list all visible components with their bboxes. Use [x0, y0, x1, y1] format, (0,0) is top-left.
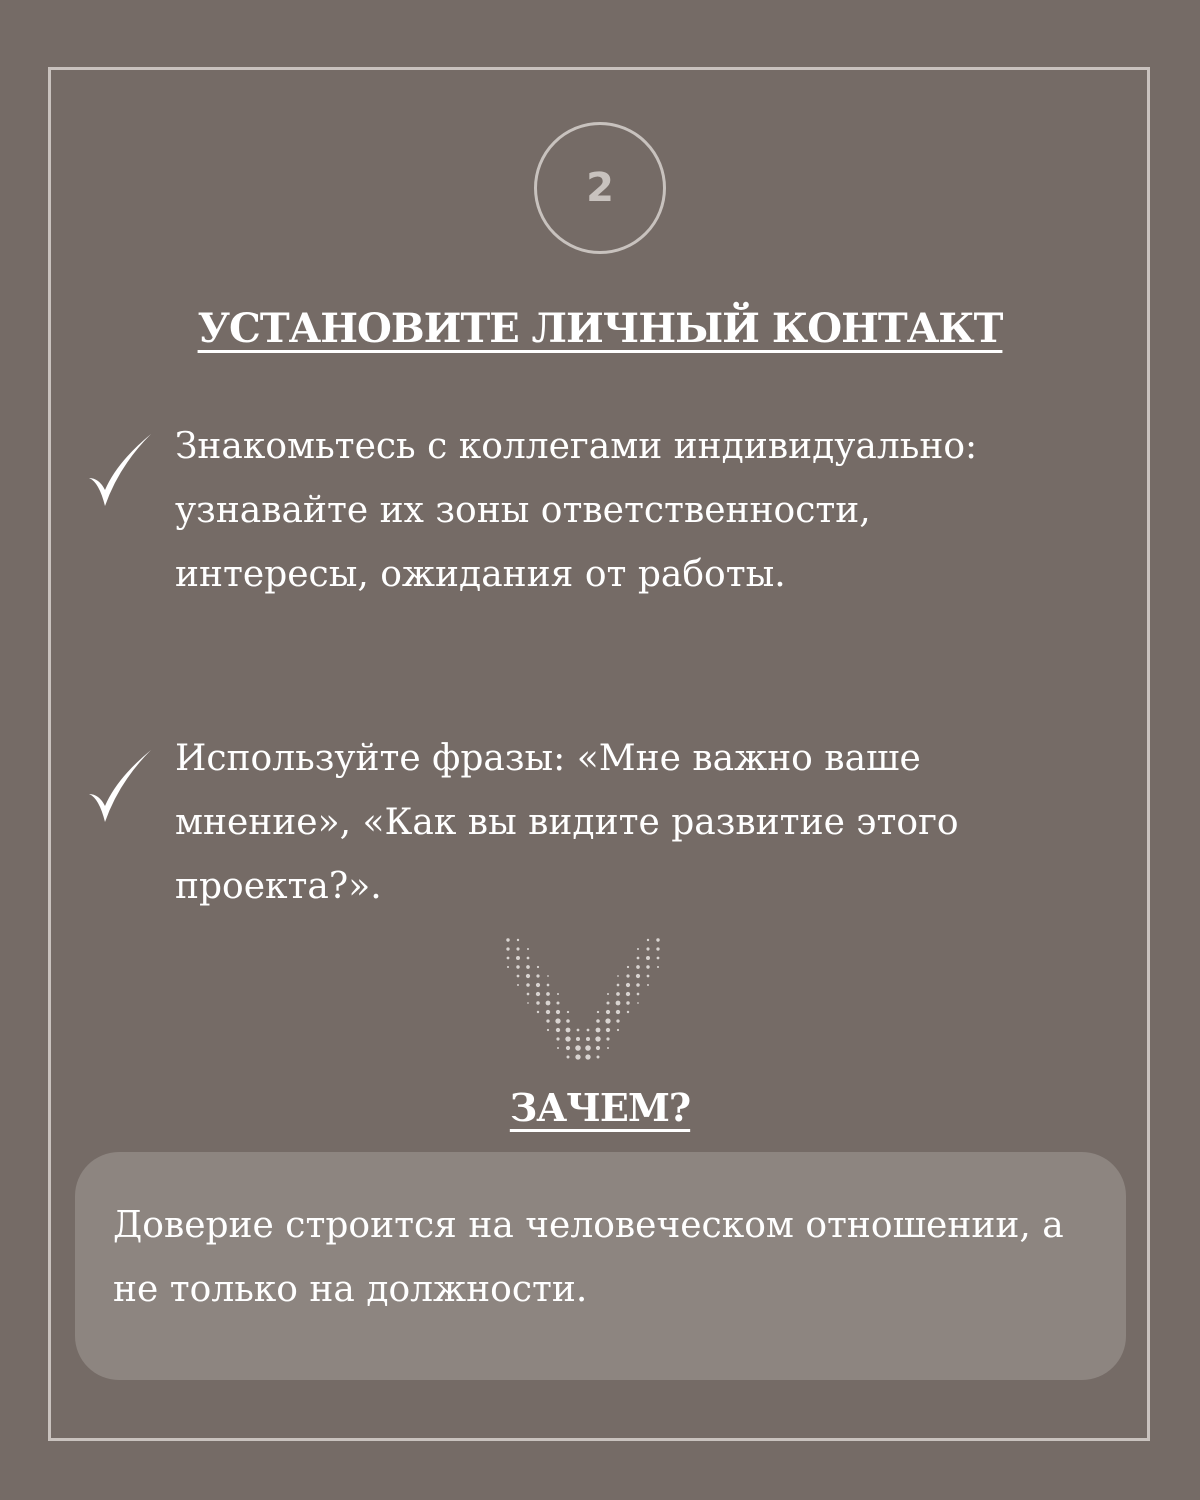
chevron-dot [647, 984, 649, 986]
list-item: Знакомьтесь с коллегами индивидуально: узнавайте их зоны ответственности, интересы, ожидания от работы. [175, 426, 978, 595]
chevron-dot [637, 993, 640, 996]
chevron-dot [547, 1029, 549, 1031]
chevron-dot [567, 1011, 569, 1013]
chevron-dot [596, 1046, 600, 1050]
chevron-dot [656, 947, 659, 950]
chevron-dot [637, 957, 640, 960]
chevron-dot [507, 957, 510, 960]
chevron-dot [526, 983, 530, 987]
chevron-dot [637, 1002, 639, 1004]
chevron-dot [656, 938, 659, 941]
chevron-dot [576, 1037, 580, 1041]
page-title: УСТАНОВИТЕ ЛИЧНЫЙ КОНТАКТ [197, 305, 1003, 352]
chevron-dot [575, 1054, 580, 1059]
chevron-dot [607, 1047, 609, 1049]
chevron-dot [536, 992, 540, 996]
chevron-dot [567, 1056, 570, 1059]
list-item: Используйте фразы: «Мне важно ваше мнение», «Как вы видите развитие этого проекта?». [175, 738, 959, 907]
chevron-dot [546, 1019, 549, 1022]
chevron-dot [607, 993, 609, 995]
step-number-badge [534, 122, 666, 254]
chevron-dot [646, 947, 649, 950]
chevron-dot [626, 974, 629, 977]
chevron-dot [556, 1028, 560, 1032]
chevron-dot [546, 1001, 551, 1006]
chevron-dot [616, 1010, 620, 1014]
chevron-dot [606, 1037, 609, 1040]
chevron-dot [587, 1029, 590, 1032]
chevron-dot [556, 1037, 559, 1040]
chevron-dot [566, 1046, 570, 1050]
chevron-dot [556, 1010, 560, 1014]
chevron-dot [546, 1010, 550, 1014]
chevron-dot [617, 975, 619, 977]
chevron-dot [636, 974, 640, 978]
chevron-dot [527, 957, 530, 960]
chevron-dot [537, 966, 539, 968]
chevron-dot [586, 1037, 590, 1041]
chevron-dot [605, 1018, 610, 1023]
chevron-dot [527, 948, 529, 950]
chevron-dot [585, 1045, 591, 1051]
chevron-dot [646, 956, 650, 960]
chevron-dot [506, 938, 509, 941]
dotted-chevron-down-icon [503, 935, 663, 1070]
chevron-dot [616, 992, 620, 996]
chevron-dot [636, 983, 640, 987]
checkmark-icon [85, 432, 153, 512]
chevron-dot [597, 1056, 600, 1059]
chevron-dot [585, 1054, 590, 1059]
chevron-dot [527, 993, 530, 996]
chevron-dot [517, 984, 519, 986]
chevron-dot [547, 975, 549, 977]
checkmark-icon [85, 748, 153, 828]
chevron-dot [647, 975, 650, 978]
chevron-dot [557, 993, 559, 995]
chevron-dot [637, 948, 639, 950]
chevron-dot [577, 1029, 580, 1032]
chevron-dot [595, 1036, 600, 1041]
chevron-dot [507, 966, 509, 968]
chevron-dot [506, 947, 509, 950]
chevron-dot [606, 1001, 609, 1004]
chevron-dot [547, 984, 550, 987]
chevron-dot [647, 939, 649, 941]
chevron-dot [596, 1028, 601, 1033]
chevron-dot [616, 1019, 619, 1022]
step-number: 2 [586, 165, 614, 211]
chevron-dot [536, 974, 539, 977]
chevron-dot [566, 1019, 570, 1023]
chevron-dot [536, 983, 540, 987]
chevron-dot [546, 992, 550, 996]
why-heading: ЗАЧЕМ? [509, 1085, 691, 1130]
chevron-dot [626, 992, 630, 996]
chevron-dot [657, 957, 660, 960]
chevron-dot [556, 1001, 559, 1004]
chevron-dot [627, 1011, 629, 1013]
answer-box [75, 1152, 1126, 1380]
chevron-dot [626, 983, 630, 987]
chevron-dot [555, 1018, 560, 1023]
chevron-dot [516, 965, 519, 968]
chevron-dot [575, 1045, 581, 1051]
chevron-dot [516, 956, 520, 960]
chevron-dot [565, 1036, 570, 1041]
chevron-dot [636, 965, 640, 969]
chevron-dot [536, 1001, 539, 1004]
chevron-dot [616, 1001, 621, 1006]
chevron-dot [627, 966, 629, 968]
chevron-dot [606, 1010, 610, 1014]
answer-text: Доверие строится на человеческом отношении, а не только на должности. [113, 1205, 1064, 1310]
chevron-dot [617, 1029, 619, 1031]
chevron-dot [557, 1047, 559, 1049]
chevron-dot [527, 1002, 529, 1004]
chevron-dot [517, 939, 519, 941]
chevron-dot [517, 975, 520, 978]
chevron-dot [626, 1001, 629, 1004]
chevron-dot [597, 1011, 599, 1013]
chevron-dot [516, 947, 519, 950]
chevron-dot [606, 1028, 610, 1032]
chevron-dot [566, 1028, 571, 1033]
chevron-dot [526, 965, 530, 969]
chevron-dot [617, 984, 620, 987]
chevron-dot [646, 965, 649, 968]
chevron-dot [537, 1011, 539, 1013]
chevron-dot [526, 974, 530, 978]
chevron-dot [657, 966, 659, 968]
chevron-dot [596, 1019, 600, 1023]
